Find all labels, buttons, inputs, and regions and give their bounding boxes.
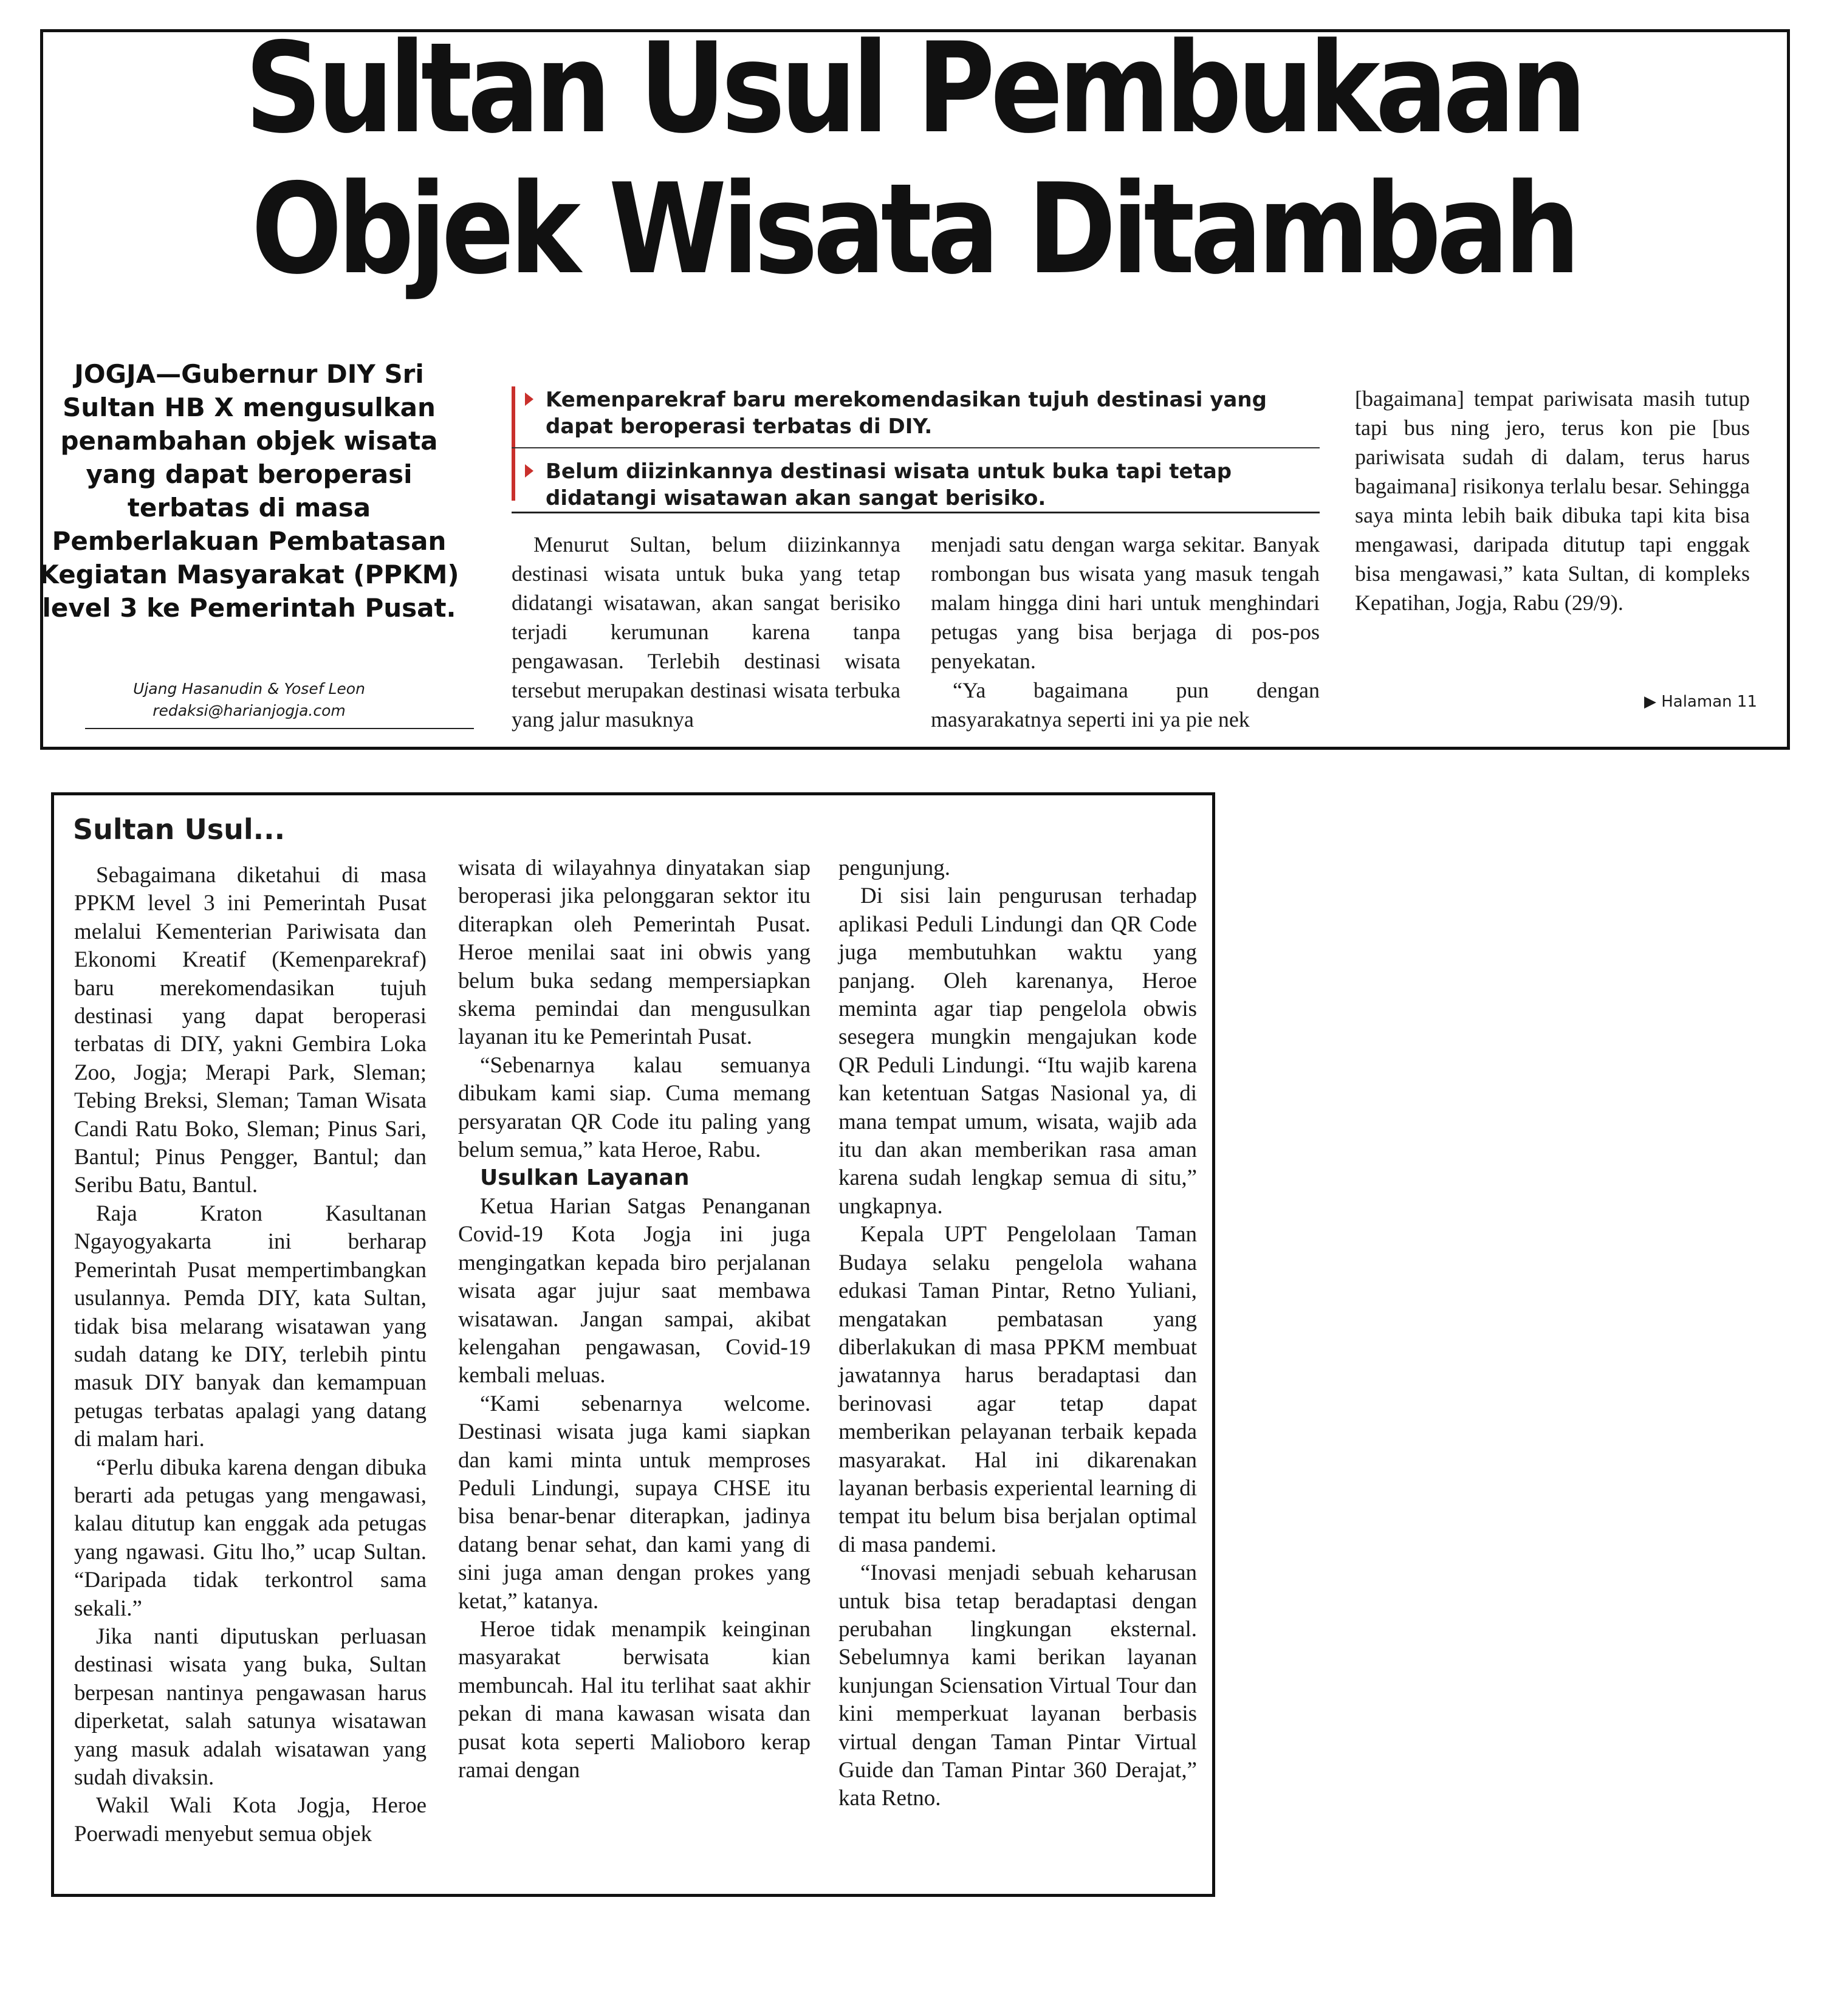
- body-paragraph: “Perlu dibuka karena dengan dibuka berarti ada petugas yang mengawasi, kalau ditutup kan enggak ada petugas yang ngawasi. Gitu lho,” ucap Sultan. “Daripada tidak terkontrol sama sekali.”: [74, 1455, 427, 1621]
- body-paragraph: menjadi satu dengan warga sekitar. Banyak rombongan bus wisata yang masuk tengah malam hingga dini hari untuk menghindari petugas yang bisa berjaga di pos-pos penyekatan.: [931, 532, 1320, 673]
- highlights-divider: [512, 512, 1320, 513]
- body-paragraph: “Kami sebenarnya welcome. Destinasi wisata juga kami siapkan dan kami minta untuk memproses Peduli Lindungi, supaya CHSE itu bisa benar-benar diterapkan, jadinya datang benar sehat, dan kami yang di sini juga aman dengan prokes yang ketat,” katanya.: [458, 1391, 811, 1614]
- body-paragraph: “Inovasi menjadi sebuah keharusan untuk bisa tetap beradaptasi dengan perubahan lingkungan eksternal. Sebelumnya kami berikan layanan kunjungan Sciensation Virtual Tour dan kini memperkuat layanan berbasis virtual dengan Taman Pintar Virtual Guide dan Taman Pintar 360 Derajat,” kata Retno.: [838, 1560, 1197, 1811]
- body-paragraph: “Sebenarnya kalau semuanya dibukam kami siap. Cuma memang persyaratan QR Code itu paling yang belum semua,” kata Heroe, Rabu.: [458, 1052, 811, 1163]
- body-paragraph: wisata di wilayahnya dinyatakan siap beroperasi jika pelonggaran sektor itu diterapkan oleh Pemerintah Pusat. Heroe menilai saat ini obwis yang belum buka sedang mempersiapkan skema pemindai dan mengusulkan layanan itu ke Pemerintah Pusat.: [458, 855, 811, 1050]
- headline-line-2: Objek Wisata Ditambah: [251, 157, 1576, 302]
- highlights-box: [512, 383, 1320, 519]
- headline-line-1: Sultan Usul Pembukaan: [245, 16, 1582, 161]
- highlight-item: [512, 447, 1320, 519]
- continuation-column-2: [458, 854, 811, 1785]
- headline: [128, 18, 1699, 300]
- body-paragraph: “Ya bagaimana pun dengan masyarakatnya seperti ini ya pie nek: [931, 678, 1320, 732]
- body-paragraph: Di sisi lain pengurusan terhadap aplikasi Peduli Lindungi dan QR Code juga membutuhkan waktu yang panjang. Oleh karenanya, Heroe meminta agar tiap pengelola obwis sesegera mungkin mengajukan kode QR Peduli Lindungi. “Itu wajib karena kan ketentuan Satgas Nasional ya, di mana tempat umum, wisata, wajib ada itu dan akan memberikan rasa aman karena sudah lengkap semua di situ,” ungkapnya.: [838, 883, 1197, 1219]
- continuation-column-1: [74, 862, 427, 1848]
- triangle-bullet-icon: [525, 393, 533, 406]
- front-column-1: [512, 530, 900, 734]
- triangle-bullet-icon: [525, 464, 533, 478]
- continued-page-link[interactable]: ▶ Halaman 11: [1644, 693, 1757, 711]
- byline-email: redaksi@harianjogja.com: [153, 702, 346, 719]
- front-column-3: [1355, 384, 1750, 617]
- body-paragraph: Kepala UPT Pengelolaan Taman Budaya selaku pengelola wahana edukasi Taman Pintar, Retno Yuliani, mengatakan pembatasan yang diberlakukan di masa PPKM membuat jawatannya harus beradaptasi dan berinovasi agar tetap dapat memberikan pelayanan terbaik kepada masyarakat. Hal ini dikarenakan layanan berbasis experiental learning di tempat itu belum bisa berjalan optimal di masa pandemi.: [838, 1222, 1197, 1557]
- body-paragraph: Sebagaimana diketahui di masa PPKM level 3 ini Pemerintah Pusat melalui Kementerian Pariwisata dan Ekonomi Kreatif (Kemenparekraf) baru merekomendasikan tujuh destinasi yang dapat beroperasi terbatas di DIY, yakni Gembira Loka Zoo, Jogja; Merapi Park, Sleman; Tebing Breksi, Sleman; Taman Wisata Candi Ratu Boko, Sleman; Pinus Sari, Bantul; Pinus Pengger, Bantul; dan Seribu Batu, Bantul.: [74, 863, 427, 1198]
- body-paragraph: Raja Kraton Kasultanan Ngayogyakarta ini berharap Pemerintah Pusat mempertimbangkan usulannya. Pemda DIY, kata Sultan, tidak bisa melarang wisatawan yang sudah datang ke DIY, terlebih pintu masuk DIY banyak dan kemampuan petugas terbatas apalagi yang datang di malam hari.: [74, 1201, 427, 1452]
- highlight-text: Kemenparekraf baru merekomendasikan tujuh destinasi yang dapat beroperasi terbatas di DIY.: [546, 388, 1267, 439]
- highlight-text: Belum diizinkannya destinasi wisata untuk buka tapi tetap didatangi wisatawan akan sangat berisiko.: [546, 459, 1232, 510]
- byline: [36, 678, 462, 722]
- body-paragraph: Jika nanti diputuskan perluasan destinasi wisata yang buka, Sultan berpesan nantinya pengawasan harus diperketat, salah satunya wisatawan yang masuk adalah wisatawan yang sudah divaksin.: [74, 1623, 427, 1790]
- byline-authors: Ujang Hasanudin & Yosef Leon: [133, 680, 365, 698]
- body-paragraph: Menurut Sultan, belum diizinkannya destinasi wisata untuk buka yang tetap didatangi wisatawan, akan sangat berisiko terjadi kerumunan karena tanpa pengawasan. Terlebih destinasi wisata tersebut merupakan destinasi wisata terbuka yang jalur masuknya: [512, 532, 900, 732]
- body-paragraph: Ketua Harian Satgas Penanganan Covid-19 Kota Jogja ini juga mengingatkan kepada biro perjalanan wisata agar jujur saat membawa wisatawan. Jangan sampai, akibat kelengahan pengawasan, Covid-19 kembali meluas.: [458, 1193, 811, 1388]
- body-paragraph: pengunjung.: [838, 855, 950, 880]
- continuation-column-3: [838, 854, 1197, 1813]
- lead-paragraph: JOGJA—Gubernur DIY Sri Sultan HB X mengusulkan penambahan objek wisata yang dapat beroperasi terbatas di masa Pemberlakuan Pembatasan Kegiatan Masyarakat (PPKM) level 3 ke Pemerintah Pusat.: [39, 359, 459, 623]
- body-paragraph: Heroe tidak menampik keinginan masyarakat berwisata kian membuncah. Hal itu terlihat saat akhir pekan di mana kawasan wisata dan pusat kota seperti Malioboro kerap ramai dengan: [458, 1616, 811, 1783]
- body-paragraph: [bagaimana] tempat pariwisata masih tutup tapi bus ning jero, terus kon pie [bus pariwisata sudah di dalam, terus harus bagaimana] risikonya terlalu besar. Sehingga saya minta lebih baik dibuka tapi kita bisa mengawasi, daripada ditutup tapi enggak bisa mengawasi,” kata Sultan, di kompleks Kepatihan, Jogja, Rabu (29/9).: [1355, 386, 1750, 615]
- section-subheading: Usulkan Layanan: [480, 1165, 690, 1191]
- continuation-title: Sultan Usul...: [73, 813, 286, 846]
- body-paragraph: Wakil Wali Kota Jogja, Heroe Poerwadi menyebut semua objek: [74, 1793, 427, 1846]
- byline-divider: [85, 728, 474, 729]
- front-column-2: [931, 530, 1320, 734]
- highlight-item: [512, 383, 1320, 447]
